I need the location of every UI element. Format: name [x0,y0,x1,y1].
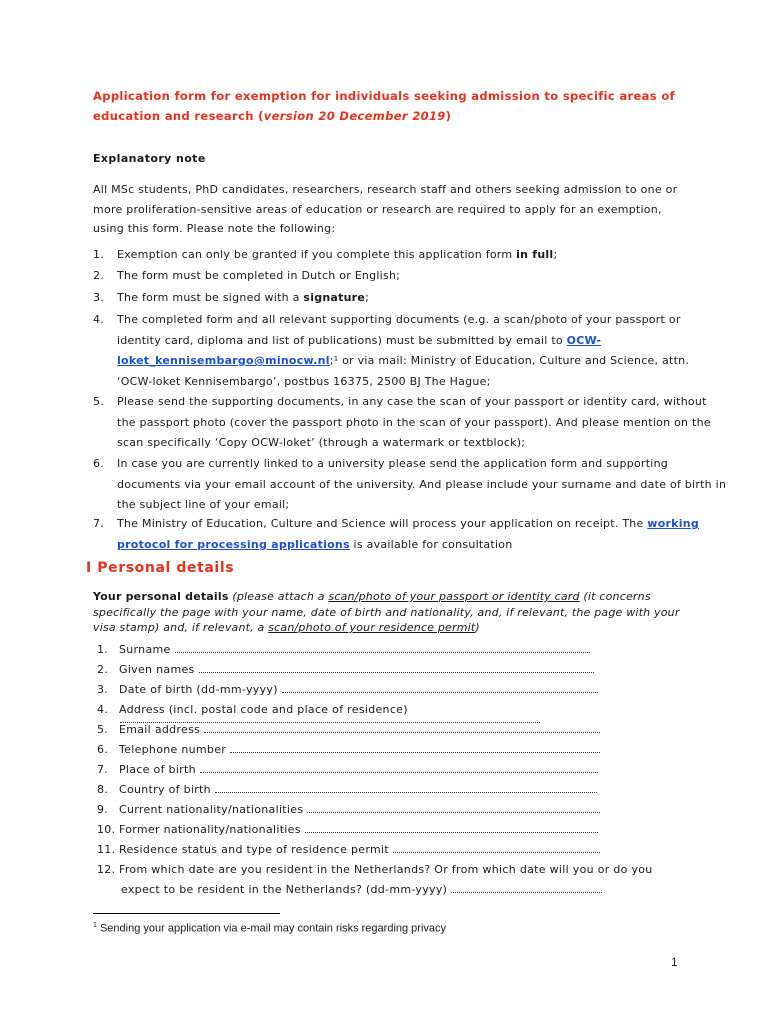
field-input-line[interactable] [451,891,602,893]
footnote-rule [93,913,280,914]
field-number: 11. [97,843,116,856]
note-text-main: The Ministry of Education, Culture and Science will process your application on receipt. The [117,517,648,530]
form-field-row [97,862,717,878]
note-number: 2. [93,269,104,282]
explanatory-note-heading: Explanatory note [93,152,206,165]
form-field-row [97,782,717,798]
note-text [117,392,727,454]
field-label: expect to be resident in the Netherlands? (dd-mm-yyyy) [121,883,448,896]
footnote [93,922,446,935]
form-field-row [97,662,717,678]
form-title [93,86,693,126]
note-text-main: The completed form and all relevant supporting documents (e.g. a scan/photo of your passport or identity card, diploma and list of publications) must be submitted by email to [117,313,681,347]
protocol-link[interactable]: working protocol for processing applications [117,517,699,551]
note-text [117,245,727,266]
field-label: Former nationality/nationalities [119,823,301,836]
field-number: 6. [97,743,109,756]
form-field-row [97,882,717,898]
note-text-tail: ; [553,248,558,261]
footnote-mark: 1 [93,922,97,929]
field-label: From which date are you resident in the Netherlands? Or from which date will you or do you [119,863,653,876]
field-input-line[interactable] [199,671,594,673]
form-field-row [97,762,717,778]
field-number: 7. [97,763,109,776]
note-text [117,266,727,287]
field-input-line[interactable] [175,651,590,653]
note-text [117,310,727,392]
note-text-tail: ;¹ or via mail: Ministry of Education, Culture and Science, attn. ‘OCW-loket Kennisembargo’, postbus 16375, 2500 BJ The Hague; [117,354,690,388]
note-text-main: The form must be signed with a [117,291,304,304]
note-text [117,514,727,555]
title-version: version 20 December 2019 [263,109,446,123]
intro-italic-1: (please attach a [228,590,329,603]
field-input-line[interactable] [282,691,598,693]
field-label: Surname [119,643,171,656]
note-text [117,288,727,309]
note-text-main: Exemption can only be granted if you complete this application form [117,248,517,261]
form-field-row [97,802,717,818]
explanatory-intro: All MSc students, PhD candidates, researchers, research staff and others seeking admission to one or more proliferation-sensitive areas of education or research are required to apply for an exemption, using this form. Please note the following: [93,183,678,235]
field-label: Address (incl. postal code and place of residence) [119,703,408,716]
form-field-row [97,822,717,838]
field-input-line[interactable] [204,731,600,733]
field-label: Place of birth [119,763,196,776]
address-dots[interactable] [120,721,540,723]
note-number: 4. [93,313,104,326]
field-label: Date of birth (dd-mm-yyyy) [119,683,278,696]
email-link[interactable]: OCW-loket_kennisembargo@minocw.nl [117,333,602,367]
note-text-main: The form must be completed in Dutch or English; [117,269,401,282]
field-label: Current nationality/nationalities [119,803,304,816]
note-number: 7. [93,517,104,530]
intro-italic-2: (it concerns specifically the page with your name, date of birth and nationality, and, if relevant, the page with your visa stamp) and, if relevant, a [93,590,680,634]
field-number: 3. [97,683,109,696]
field-label: Residence status and type of residence permit [119,843,389,856]
note-text-tail: ; [365,291,370,304]
field-label: Country of birth [119,783,211,796]
intro-italic-3: ) [475,621,480,634]
field-input-line[interactable] [307,811,600,813]
note-text-main: In case you are currently linked to a university please send the application form and supporting documents via your email account of the university. And please include your surname and date of birth in the subject line of your email; [117,457,727,511]
field-number: 9. [97,803,109,816]
personal-details-intro [93,589,693,636]
note-text-main: Please send the supporting documents, in any case the scan of your passport or identity card, without the passport photo (cover the passport photo in the scan of your passport). And please mention on the scan specifically ‘Copy OCW-loket’ (through a watermark or textblock); [117,395,711,449]
note-number: 6. [93,457,104,470]
form-field-row [97,742,717,758]
field-number: 5. [97,723,109,736]
title-line-2 [93,106,693,126]
note-text-tail: is available for consultation [349,537,513,551]
footnote-text: Sending your application via e-mail may contain risks regarding privacy [96,922,447,935]
field-input-line[interactable] [393,851,600,853]
note-number: 5. [93,395,104,408]
field-label: Given names [119,663,195,676]
field-number: 4. [97,703,109,716]
field-number: 12. [97,863,116,876]
intro-bold: Your personal details [93,590,229,603]
field-number: 8. [97,783,109,796]
note-number: 1. [93,248,104,261]
field-number: 1. [97,643,109,656]
field-input-line[interactable] [305,831,598,833]
intro-underline-2: scan/photo of your residence permit [268,621,476,634]
title-prefix: education and research ( [93,109,264,123]
form-field-row [97,682,717,698]
title-suffix: ) [445,109,452,123]
field-input-line[interactable] [230,751,600,753]
intro-underline-1: scan/photo of your passport or identity card [328,590,580,603]
note-bold: in full [516,248,554,261]
field-input-line[interactable] [200,771,598,773]
field-input-line[interactable] [215,791,597,793]
form-field-row [97,842,717,858]
address-input-line[interactable] [120,712,740,728]
field-label: Email address [119,723,201,736]
form-field-row [97,642,717,658]
note-bold: signature [303,291,366,304]
note-number: 3. [93,291,104,304]
field-label: Telephone number [119,743,227,756]
title-line-1: Application form for exemption for individuals seeking admission to specific areas of [93,89,675,103]
page-number: 1 [671,955,678,969]
field-number: 10. [97,823,116,836]
field-number: 2. [97,663,109,676]
note-text [117,454,727,516]
section-heading: I Personal details [86,560,235,576]
